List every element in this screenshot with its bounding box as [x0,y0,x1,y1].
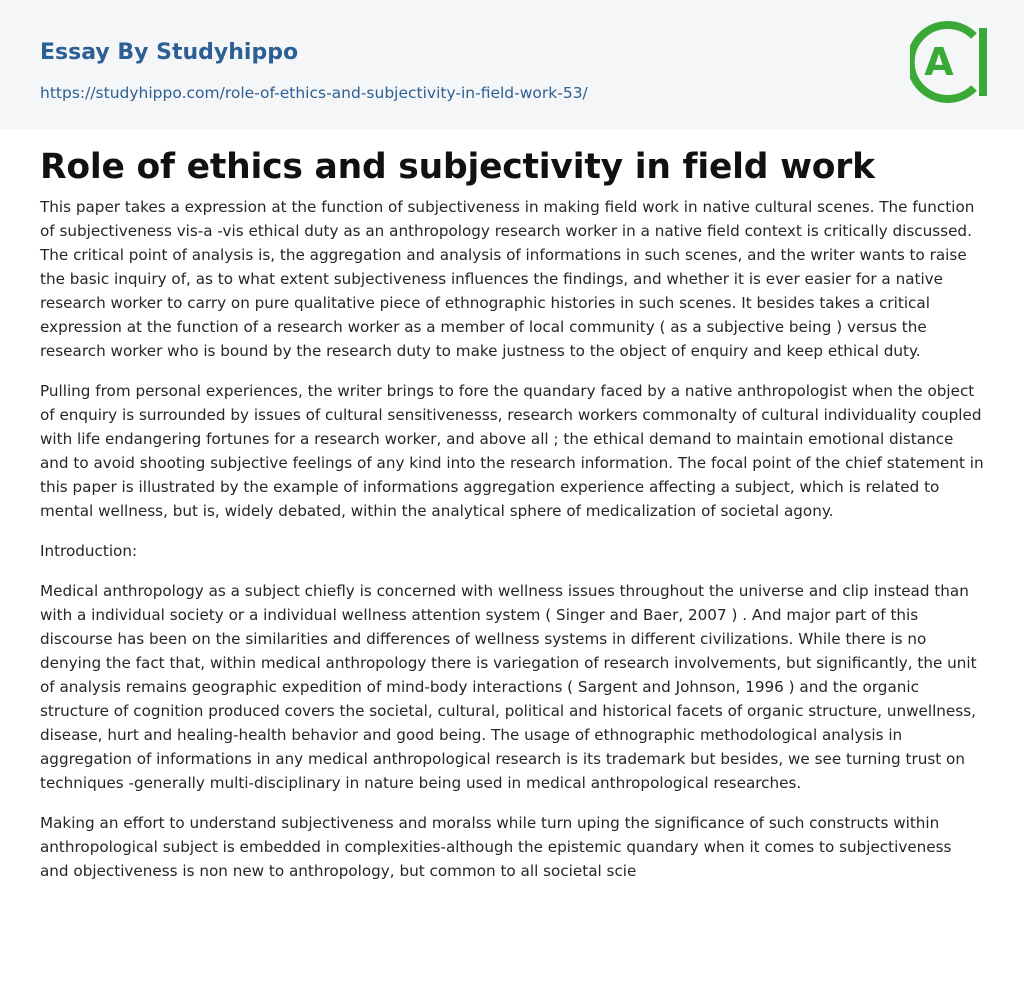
paragraph-introduction-1: Medical anthropology as a subject chiefly is concerned with wellness issues throughout the universe and clip instead than with a individual society or a individual wellness attention system ( Singer and Baer, 2007 ) . And major part of this discourse has been on the similarities and differences of wellness systems in different civilizations. While there is no denying the fact that, within medical anthropology there is variegation of research involvements, but significantly, the unit of analysis remains geographic expedition of mind-body interactions ( Sargent and Johnson, 1996 ) and the organic structure of cognition produced covers the societal, cultural, political and historical facets of organic structure, unwellness, disease, hurt and healing-health behavior and good being. The usage of ethnographic methodological analysis in aggregation of informations in any medical anthropological research is its trademark but besides, we see turning trust on techniques -generally multi-disciplinary in nature being used in medical anthropological researches. [40,582,977,792]
article-body [40,145,984,899]
studyhippo-logo-icon[interactable] [910,18,988,106]
paragraph-introduction-2: Making an effort to understand subjectiveness and moralss while turn uping the significance of such constructs within anthropological subject is embedded in complexities-although the epistemic quandary when it comes to subjectiveness and objectiveness is non new to anthropology, but common to all societal scie [40,814,952,880]
paragraph-abstract-1: This paper takes a expression at the function of subjectiveness in making field work in native cultural scenes. The function of subjectiveness vis-a -vis ethical duty as an anthropology research worker in a native field context is critically discussed. The critical point of analysis is, the aggregation and analysis of informations in such scenes, and the writer wants to raise the basic inquiry of, as to what extent subjectiveness influences the findings, and whether it is ever easier for a native research worker to carry on pure qualitative piece of ethnographic histories in such scenes. It besides takes a critical expression at the function of a research worker as a member of local community ( as a subjective being ) versus the research worker who is bound by the research duty to make justness to the object of enquiry and keep ethical duty. [40,198,975,360]
paragraph-abstract-2: Pulling from personal experiences, the writer brings to fore the quandary faced by a native anthropologist when the object of enquiry is surrounded by issues of cultural sensitivenesss, research workers commonalty of cultural individuality coupled with life endangering fortunes for a research worker, and above all ; the ethical demand to maintain emotional distance and to avoid shooting subjective feelings of any kind into the research information. The focal point of the chief statement in this paper is illustrated by the example of informations aggregation experience affecting a subject, which is related to mental wellness, but is, widely debated, within the analytical sphere of medicalization of societal agony. [40,382,984,520]
section-heading-introduction: Introduction: [40,542,138,560]
site-header [0,0,1024,129]
site-brand[interactable]: Essay By Studyhippo [40,40,299,65]
page-url-link[interactable]: https://studyhippo.com/role-of-ethics-and-subjectivity-in-field-work-53/ [40,84,588,102]
logo-letter: A [924,40,954,84]
article-title: Role of ethics and subjectivity in field work [40,147,875,187]
